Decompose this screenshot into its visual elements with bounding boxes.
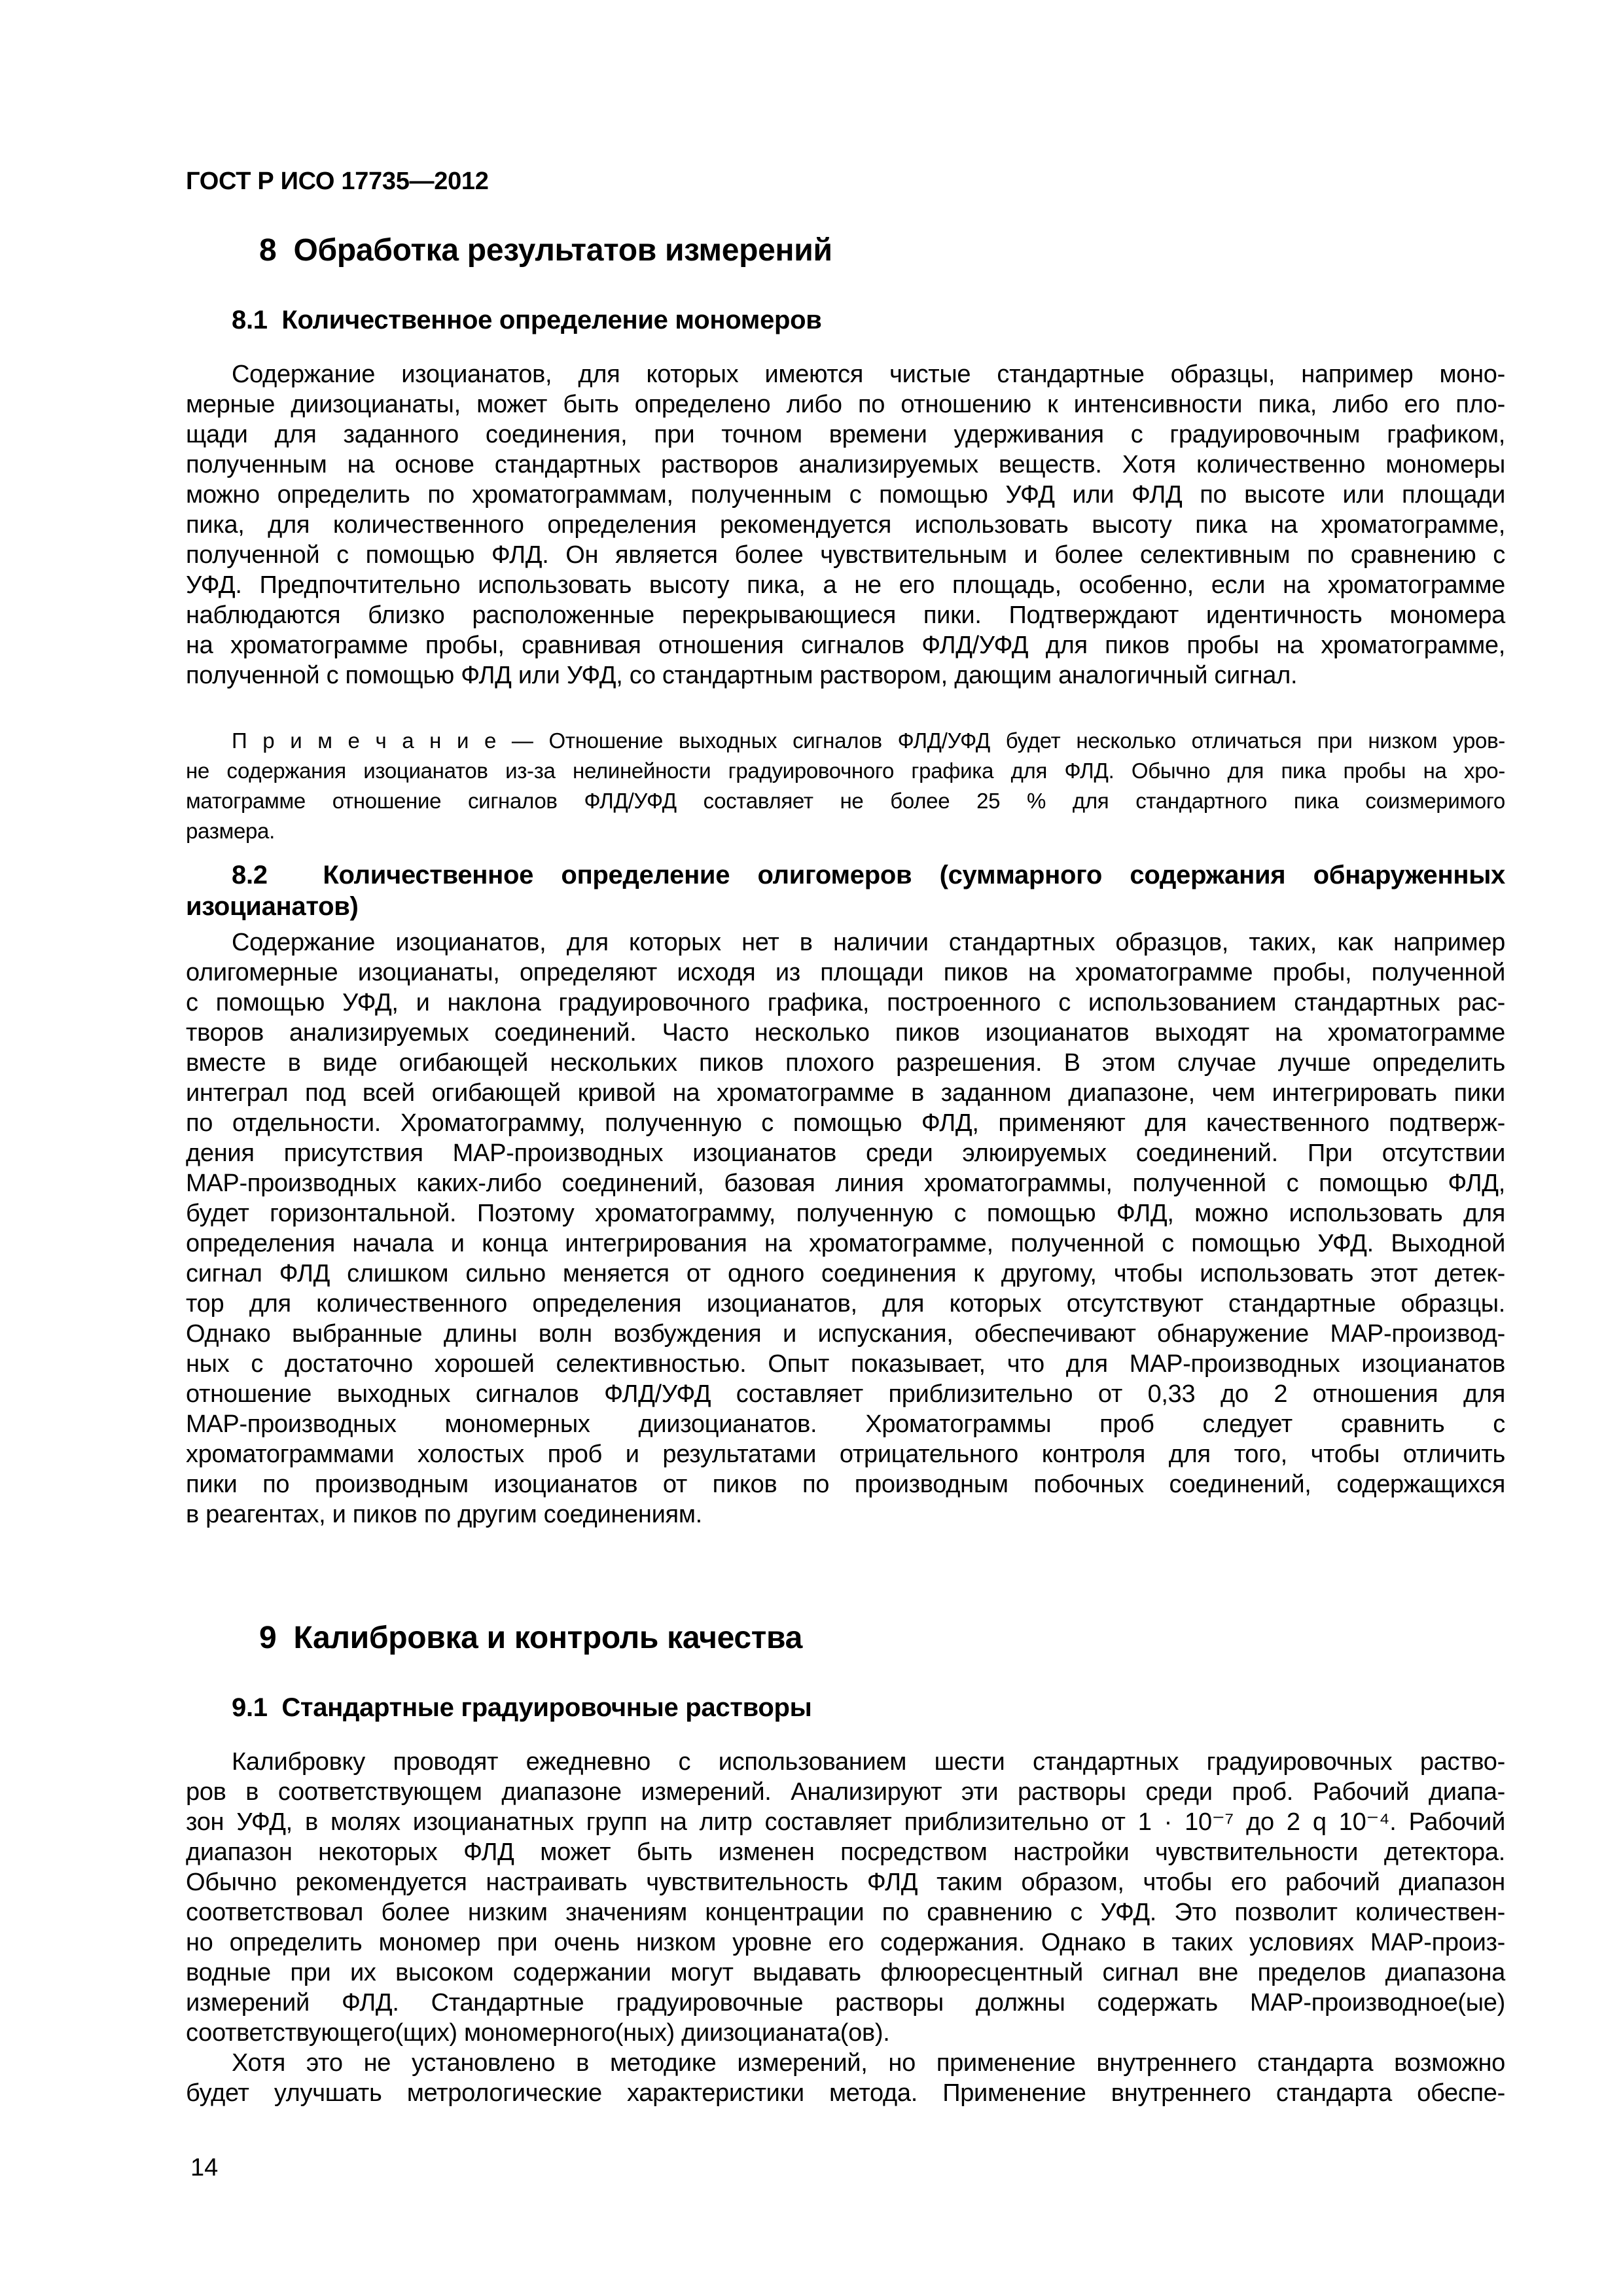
- document-code-header: ГОСТ Р ИСО 17735—2012: [186, 168, 489, 195]
- text-line: мерные диизоцианаты, может быть определено либо по отношению к интенсивности пика, либо его пло-: [186, 391, 1505, 418]
- text-line: диапазон некоторых ФЛД может быть изменен посредством настройки чувствительности детектора.: [186, 1839, 1505, 1866]
- text-line: определения начала и конца интегрирования на хроматограмме, полученной с помощью УФД. Выходной: [186, 1230, 1505, 1257]
- text-line: Содержание изоцианатов, для которых нет в наличии стандартных образцов, таких, как например: [232, 929, 1505, 956]
- text-line: по отдельности. Хроматограмму, полученную с помощью ФЛД, применяют для качественного подтверж-: [186, 1109, 1505, 1137]
- note: [186, 726, 1505, 846]
- text-line: сигнал ФЛД слишком сильно меняется от одного соединения к другому, чтобы использовать этот детек-: [186, 1260, 1505, 1287]
- text-line: Калибровку проводят ежедневно с использованием шести стандартных градуировочных раство-: [232, 1748, 1505, 1776]
- text-line: пики по производным изоцианатов от пиков по производным побочных соединений, содержащихся: [186, 1471, 1505, 1498]
- text-line: щади для заданного соединения, при точном времени удерживания с градуировочным графиком,: [186, 421, 1505, 448]
- text-line: Хотя это не установлено в методике измерений, но применение внутреннего стандарта возможно: [232, 2049, 1505, 2077]
- text-line: изоцианатов): [186, 892, 359, 921]
- text-line: соответствующего(щих) мономерного(ных) диизоцианата(ов).: [186, 2019, 890, 2047]
- text-line: творов анализируемых соединений. Часто несколько пиков изоцианатов выходят на хроматограмме: [186, 1019, 1505, 1047]
- text-line: зон УФД, в молях изоцианатных групп на литр составляет приблизительно от 1 · 10⁻⁷ до 2 q 10⁻⁴. Рабочий: [186, 1808, 1505, 1836]
- section-heading: [186, 234, 1505, 268]
- text-line: тор для количественного определения изоцианатов, для которых отсутствуют стандартные образцы.: [186, 1290, 1505, 1318]
- text-line: ных с достаточно хорошей селективностью. Опыт показывает, что для МАР-производных изоцианатов: [186, 1350, 1505, 1378]
- text-line: дения присутствия МАР-производных изоцианатов среди элюируемых соединений. При отсутствии: [186, 1139, 1505, 1167]
- text-line: наблюдаются близко расположенные перекрывающиеся пики. Подтверждают идентичность мономера: [186, 601, 1505, 629]
- text-line: 9.1 Стандартные градуировочные растворы: [232, 1693, 812, 1722]
- text-line: хроматограммами холостых проб и результатами отрицательного контроля для того, чтобы отличить: [186, 1441, 1505, 1468]
- text-line: в реагентах, и пиков по другим соединениям.: [186, 1501, 702, 1528]
- text-line: вместе в виде огибающей нескольких пиков плохого разрешения. В этом случае лучше определить: [186, 1049, 1505, 1077]
- text-line: водные при их высоком содержании могут выдавать флюоресцентный сигнал вне пределов диапазона: [186, 1959, 1505, 1986]
- text-line: измерений ФЛД. Стандартные градуировочные растворы должны содержать МАР-производное(ые): [186, 1989, 1505, 2017]
- text-line: 9 Калибровка и контроль качества: [259, 1621, 802, 1655]
- text-line: ров в соответствующем диапазоне измерений. Анализируют эти растворы среди проб. Рабочий диапа-: [186, 1778, 1505, 1806]
- text-line: 8 Обработка результатов измерений: [259, 233, 832, 268]
- text-line: МАР-производных каких-либо соединений, базовая линия хроматограммы, полученной с помощью ФЛД,: [186, 1170, 1505, 1197]
- text-line: пика, для количественного определения рекомендуется использовать высоту пика на хроматограмме,: [186, 511, 1505, 539]
- text-line: П р и м е ч а н и е — Отношение выходных сигналов ФЛД/УФД будет несколько отличаться при низком уров-: [232, 728, 1505, 753]
- text-line: размера.: [186, 819, 275, 843]
- text-line: на хроматограмме пробы, сравнивая отношения сигналов ФЛД/УФД для пиков пробы на хроматограмме,: [186, 632, 1505, 659]
- paragraph: [186, 927, 1505, 1530]
- paragraph: [186, 1747, 1505, 2048]
- subsection-heading: [186, 859, 1505, 922]
- text-line: интеграл под всей огибающей кривой на хроматограмме в заданном диапазоне, чем интегрировать пики: [186, 1079, 1505, 1107]
- text-line: полученным на основе стандартных растворов анализируемых веществ. Хотя количественно мономеры: [186, 451, 1505, 478]
- text-line: будет улучшать метрологические характеристики метода. Применение внутреннего стандарта обеспе-: [186, 2079, 1505, 2107]
- text-line: соответствовал более низким значениям концентрации по сравнению с УФД. Это позволит количествен-: [186, 1899, 1505, 1926]
- text-line: олигомерные изоцианаты, определяют исходя из площади пиков на хроматограмме пробы, полученной: [186, 959, 1505, 986]
- text-line: 8.1 Количественное определение мономеров: [232, 306, 822, 334]
- text-line: но определить мономер при очень низком уровне его содержания. Однако в таких условиях МАР-произ-: [186, 1929, 1505, 1956]
- paragraph: [186, 2048, 1505, 2108]
- text-line: отношение выходных сигналов ФЛД/УФД составляет приблизительно от 0,33 до 2 отношения для: [186, 1380, 1505, 1408]
- text-line: полученной с помощью ФЛД. Он является более чувствительным и более селективным по сравнению с: [186, 541, 1505, 569]
- text-line: Однако выбранные длины волн возбуждения и испускания, обеспечивают обнаружение МАР-производ-: [186, 1320, 1505, 1348]
- text-line: не содержания изоцианатов из-за нелинейности градуировочного графика для ФЛД. Обычно для пика пробы на хро-: [186, 759, 1505, 783]
- text-line: Содержание изоцианатов, для которых имеются чистые стандартные образцы, например моно-: [232, 361, 1505, 388]
- text-block: [186, 167, 1505, 2108]
- page-number: 14: [190, 2154, 219, 2181]
- text-line: с помощью УФД, и наклона градуировочного графика, построенного с использованием стандартных рас-: [186, 989, 1505, 1016]
- text-line: будет горизонтальной. Поэтому хроматограмму, полученную с помощью ФЛД, можно использовать для: [186, 1200, 1505, 1227]
- paragraph: [186, 359, 1505, 691]
- text-line: полученной с помощью ФЛД или УФД, со стандартным раствором, дающим аналогичный сигнал.: [186, 662, 1298, 689]
- text-line: 8.2 Количественное определение олигомеров (суммарного содержания обнаруженных: [232, 861, 1505, 889]
- text-line: матограмме отношение сигналов ФЛД/УФД составляет не более 25 % для стандартного пика соизмеримого: [186, 789, 1505, 813]
- text-line: УФД. Предпочтительно использовать высоту пика, а не его площадь, особенно, если на хроматограмме: [186, 571, 1505, 599]
- subsection-heading: [186, 1692, 1505, 1723]
- text-line: МАР-производных мономерных диизоцианатов. Хроматограммы проб следует сравнить с: [186, 1410, 1505, 1438]
- text-line: Обычно рекомендуется настраивать чувствительность ФЛД таким образом, чтобы его рабочий диапазон: [186, 1869, 1505, 1896]
- text-line: можно определить по хроматограммам, полученным с помощью УФД или ФЛД по высоте или площади: [186, 481, 1505, 509]
- section-heading: [186, 1621, 1505, 1655]
- subsection-heading: [186, 304, 1505, 336]
